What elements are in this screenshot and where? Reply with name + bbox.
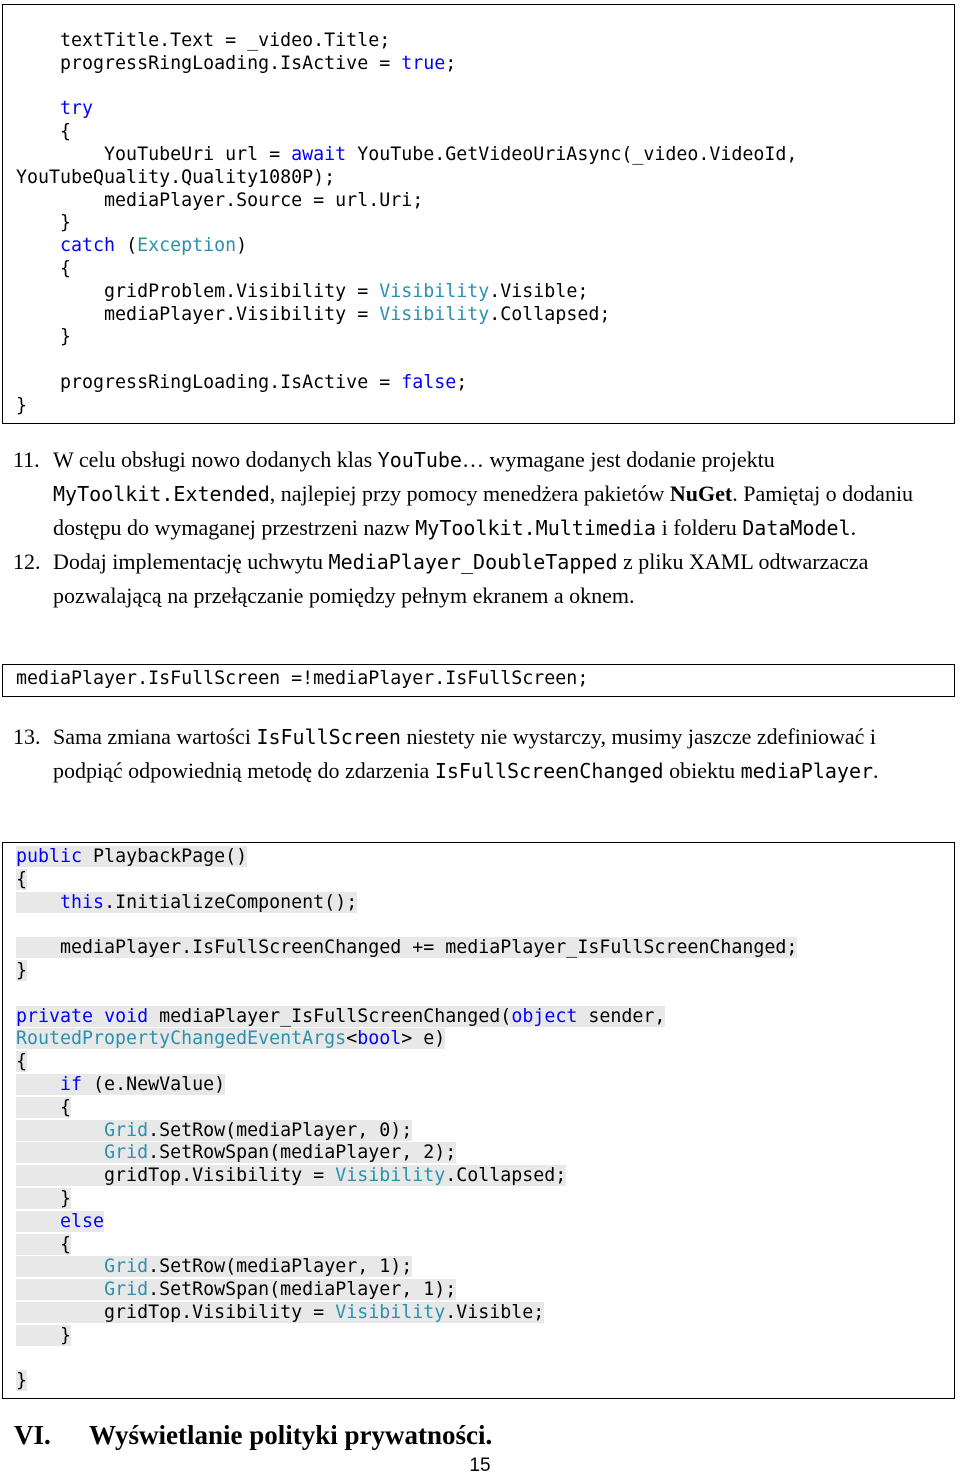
code-block-toggle-fullscreen xyxy=(2,664,955,697)
code-line: textTitle.Text = _video.Title; xyxy=(16,30,391,51)
text: Dodaj implementację uchwytu xyxy=(53,549,329,574)
code-line: } xyxy=(16,394,28,416)
list-number: 13. xyxy=(13,724,41,749)
code-line: progressRingLoading.IsActive = true; xyxy=(16,52,457,74)
code-line: private void mediaPlayer_IsFullScreenChanged(object sender, xyxy=(16,1005,666,1027)
text: z pliku XAML odtwarzacza pozwalającą na przełączanie pomiędzy pełnym ekranem a oknem. xyxy=(53,549,869,608)
code-block-load-video xyxy=(2,4,955,424)
code-line: RoutedPropertyChangedEventArgs<bool> e) xyxy=(16,1028,446,1050)
code-line: gridProblem.Visibility = Visibility.Visible; xyxy=(16,280,589,302)
section-number: VI. xyxy=(14,1420,51,1450)
code-line: } xyxy=(16,326,72,348)
code-line: Grid.SetRow(mediaPlayer, 0); xyxy=(16,1120,954,1143)
text: obiektu xyxy=(663,758,741,783)
instruction-list-1 xyxy=(13,443,943,612)
inline-code: YouTube xyxy=(377,448,462,472)
text: . xyxy=(850,515,857,540)
inline-code: DataModel xyxy=(742,516,851,540)
code-line: { xyxy=(16,1051,28,1073)
code-block-fullscreen-handler xyxy=(2,842,955,1399)
code-line: gridTop.Visibility = Visibility.Visible; xyxy=(16,1301,545,1323)
text: i folderu xyxy=(656,515,743,540)
inline-code: MyToolkit.Extended xyxy=(53,482,270,506)
code-line: gridTop.Visibility = Visibility.Collapsed; xyxy=(16,1165,567,1187)
inline-code: mediaPlayer xyxy=(740,759,874,783)
code-line: else xyxy=(16,1211,954,1234)
code-line: Grid.SetRowSpan(mediaPlayer, 2); xyxy=(16,1142,954,1165)
list-item-12 xyxy=(13,545,943,612)
code-line: this.InitializeComponent(); xyxy=(16,892,954,915)
text: … wymagane jest dodanie projektu xyxy=(461,447,775,472)
code-line: YouTubeUri url = await YouTube.GetVideoUriAsync(_video.VideoId, xyxy=(16,143,798,165)
code-line: } xyxy=(16,1187,72,1209)
code-line xyxy=(16,76,954,99)
code-line: public PlaybackPage() xyxy=(16,846,248,867)
code-line: { xyxy=(16,121,72,143)
code-line xyxy=(16,983,954,1006)
code-line: } xyxy=(16,959,28,981)
text: . xyxy=(873,758,879,783)
code-line: { xyxy=(16,1233,72,1255)
code-line: Grid.SetRowSpan(mediaPlayer, 1); xyxy=(16,1279,954,1302)
list-item-11 xyxy=(13,443,943,545)
inline-code: IsFullScreenChanged xyxy=(434,759,664,783)
code-line: } xyxy=(16,1324,72,1346)
page-number: 15 xyxy=(469,1455,491,1476)
text: niestety nie wystarczy, musimy jaszcze zdefiniować i podpiąć odpowiednią metodę do zdarzenia xyxy=(53,724,876,783)
code-listing xyxy=(16,30,954,418)
code-line: mediaPlayer.Visibility = Visibility.Collapsed; xyxy=(16,303,611,325)
code-line: { xyxy=(16,868,28,890)
bold-text: NuGet xyxy=(669,481,733,506)
inline-code: MyToolkit.Multimedia xyxy=(415,516,657,540)
code-line xyxy=(16,349,954,372)
instruction-list-2 xyxy=(13,720,943,788)
text: Sama zmiana wartości xyxy=(53,724,257,749)
code-line xyxy=(16,914,954,937)
inline-code: IsFullScreen xyxy=(256,725,401,749)
code-line: } xyxy=(16,1370,28,1392)
code-line: mediaPlayer.IsFullScreenChanged += mediaPlayer_IsFullScreenChanged; xyxy=(16,937,798,959)
section-title: Wyświetlanie polityki prywatności. xyxy=(89,1420,493,1450)
code-line: { xyxy=(16,1096,72,1118)
code-line: mediaPlayer.IsFullScreen =!mediaPlayer.IsFullScreen; xyxy=(16,668,589,689)
text: , najlepiej przy pomocy menedżera pakietów xyxy=(269,481,670,506)
code-line xyxy=(16,1348,954,1371)
code-line: } xyxy=(16,212,72,234)
text: W celu obsługi nowo dodanych klas xyxy=(53,447,378,472)
inline-code: MediaPlayer_DoubleTapped xyxy=(328,550,618,574)
code-line: progressRingLoading.IsActive = false; xyxy=(16,371,468,393)
code-line: catch (Exception) xyxy=(60,235,248,257)
code-listing xyxy=(16,846,954,1393)
code-line: try xyxy=(60,98,94,120)
list-number: 11. xyxy=(13,447,40,472)
text: . Pamiętaj o dodaniu dostępu do wymaganej przestrzeni nazw xyxy=(53,481,914,540)
code-line: YouTubeQuality.Quality1080P); xyxy=(16,166,336,188)
section-heading xyxy=(14,1420,492,1451)
list-item-13 xyxy=(13,720,943,788)
code-line: if (e.NewValue) xyxy=(16,1074,954,1097)
code-line: Grid.SetRow(mediaPlayer, 1); xyxy=(16,1256,954,1279)
list-number: 12. xyxy=(13,549,41,574)
code-line: { xyxy=(16,257,72,279)
code-line: mediaPlayer.Source = url.Uri; xyxy=(16,189,424,211)
